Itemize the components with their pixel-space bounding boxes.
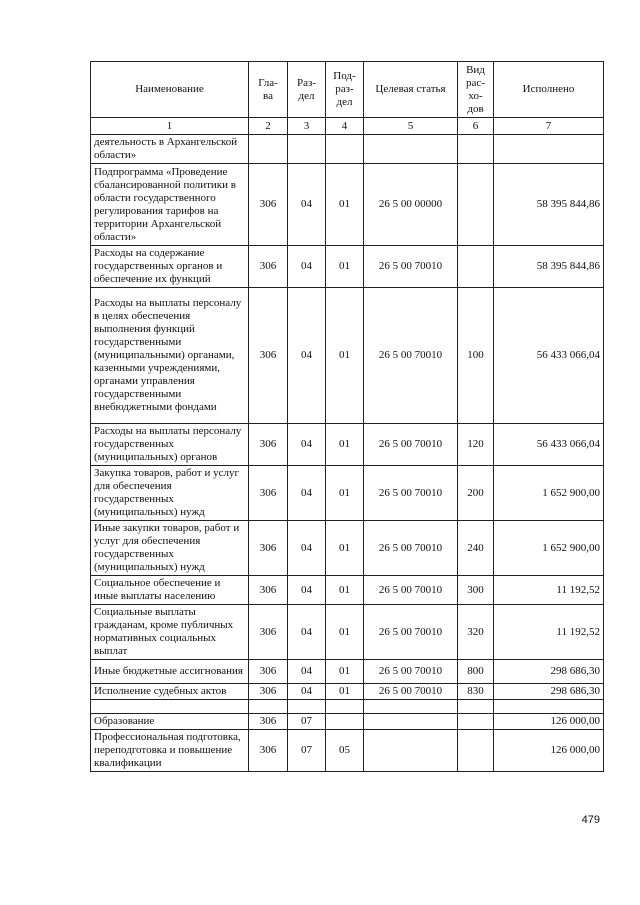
cell-target-article [364, 730, 458, 772]
table-row [91, 521, 604, 576]
header-section: Раз- дел [288, 62, 326, 118]
table-row [91, 424, 604, 466]
cell-subsection: 01 [326, 660, 364, 684]
cell-subsection: 01 [326, 521, 364, 576]
cell-chapter: 306 [249, 246, 288, 288]
cell-chapter: 306 [249, 660, 288, 684]
cell-name: Иные закупки товаров, работ и услуг для обеспечения государственных (муниципальных) нужд [91, 521, 249, 576]
cell-name: Профессиональная подготовка, переподготовка и повышение квалификации [91, 730, 249, 772]
cell-subsection [326, 700, 364, 714]
cell-amount: 298 686,30 [494, 660, 604, 684]
cell-section: 07 [288, 714, 326, 730]
header-subsection: Под- раз- дел [326, 62, 364, 118]
cell-expense-type: 830 [458, 684, 494, 700]
table-row [91, 135, 604, 164]
table-row [91, 714, 604, 730]
cell-target-article [364, 135, 458, 164]
cell-chapter: 306 [249, 714, 288, 730]
cell-subsection: 01 [326, 246, 364, 288]
cell-subsection [326, 135, 364, 164]
column-number: 7 [494, 118, 604, 135]
cell-expense-type: 100 [458, 288, 494, 424]
cell-section: 04 [288, 424, 326, 466]
cell-chapter: 306 [249, 605, 288, 660]
cell-expense-type: 800 [458, 660, 494, 684]
table-row [91, 246, 604, 288]
cell-subsection [326, 714, 364, 730]
cell-subsection: 01 [326, 424, 364, 466]
cell-expense-type: 320 [458, 605, 494, 660]
header-target-article: Целевая статья [364, 62, 458, 118]
cell-target-article [364, 714, 458, 730]
cell-name: деятельность в Архангельской области» [91, 135, 249, 164]
column-number: 3 [288, 118, 326, 135]
cell-name: Расходы на содержание государственных органов и обеспечение их функций [91, 246, 249, 288]
cell-target-article: 26 5 00 70010 [364, 605, 458, 660]
cell-section: 07 [288, 730, 326, 772]
cell-subsection: 01 [326, 605, 364, 660]
cell-chapter [249, 700, 288, 714]
cell-expense-type: 240 [458, 521, 494, 576]
table-row [91, 605, 604, 660]
cell-subsection: 05 [326, 730, 364, 772]
cell-name: Социальное обеспечение и иные выплаты населению [91, 576, 249, 605]
budget-execution-table [90, 61, 604, 772]
cell-amount: 1 652 900,00 [494, 466, 604, 521]
cell-amount: 126 000,00 [494, 714, 604, 730]
cell-name: Закупка товаров, работ и услуг для обеспечения государственных (муниципальных) нужд [91, 466, 249, 521]
cell-amount: 11 192,52 [494, 576, 604, 605]
cell-amount: 1 652 900,00 [494, 521, 604, 576]
cell-subsection: 01 [326, 164, 364, 246]
cell-target-article: 26 5 00 70010 [364, 424, 458, 466]
cell-amount: 126 000,00 [494, 730, 604, 772]
cell-target-article [364, 700, 458, 714]
table-row [91, 164, 604, 246]
table-row [91, 576, 604, 605]
cell-name: Расходы на выплаты персоналу государственных (муниципальных) органов [91, 424, 249, 466]
cell-target-article: 26 5 00 00000 [364, 164, 458, 246]
cell-expense-type [458, 246, 494, 288]
cell-amount [494, 700, 604, 714]
cell-amount: 58 395 844,86 [494, 246, 604, 288]
cell-chapter: 306 [249, 730, 288, 772]
cell-target-article: 26 5 00 70010 [364, 684, 458, 700]
cell-subsection: 01 [326, 288, 364, 424]
cell-amount: 298 686,30 [494, 684, 604, 700]
cell-name: Социальные выплаты гражданам, кроме публичных нормативных социальных выплат [91, 605, 249, 660]
table-row [91, 288, 604, 424]
cell-section: 04 [288, 466, 326, 521]
cell-section: 04 [288, 246, 326, 288]
column-number: 4 [326, 118, 364, 135]
cell-expense-type: 300 [458, 576, 494, 605]
cell-amount: 11 192,52 [494, 605, 604, 660]
cell-chapter: 306 [249, 164, 288, 246]
cell-chapter: 306 [249, 288, 288, 424]
table-row [91, 730, 604, 772]
cell-expense-type: 200 [458, 466, 494, 521]
cell-section: 04 [288, 288, 326, 424]
cell-chapter: 306 [249, 576, 288, 605]
table-row [91, 466, 604, 521]
cell-name [91, 700, 249, 714]
cell-target-article: 26 5 00 70010 [364, 576, 458, 605]
cell-target-article: 26 5 00 70010 [364, 660, 458, 684]
table-row [91, 700, 604, 714]
header-name: Наименование [91, 62, 249, 118]
header-executed: Исполнено [494, 62, 604, 118]
column-number: 2 [249, 118, 288, 135]
cell-amount: 56 433 066,04 [494, 424, 604, 466]
header-expense-type: Вид рас- хо- дов [458, 62, 494, 118]
cell-section: 04 [288, 521, 326, 576]
cell-section: 04 [288, 164, 326, 246]
cell-target-article: 26 5 00 70010 [364, 521, 458, 576]
cell-section: 04 [288, 605, 326, 660]
cell-chapter [249, 135, 288, 164]
cell-section: 04 [288, 576, 326, 605]
header-chapter: Гла- ва [249, 62, 288, 118]
column-number: 1 [91, 118, 249, 135]
cell-section [288, 700, 326, 714]
cell-subsection: 01 [326, 466, 364, 521]
cell-chapter: 306 [249, 521, 288, 576]
cell-name: Образование [91, 714, 249, 730]
cell-amount: 56 433 066,04 [494, 288, 604, 424]
table-row [91, 660, 604, 684]
cell-chapter: 306 [249, 684, 288, 700]
cell-amount: 58 395 844,86 [494, 164, 604, 246]
cell-expense-type [458, 164, 494, 246]
table-header-row [91, 62, 604, 118]
cell-target-article: 26 5 00 70010 [364, 246, 458, 288]
cell-subsection: 01 [326, 576, 364, 605]
cell-section [288, 135, 326, 164]
column-number-row [91, 118, 604, 135]
cell-section: 04 [288, 660, 326, 684]
cell-target-article: 26 5 00 70010 [364, 288, 458, 424]
cell-chapter: 306 [249, 424, 288, 466]
column-number: 6 [458, 118, 494, 135]
cell-expense-type [458, 700, 494, 714]
cell-expense-type [458, 730, 494, 772]
cell-expense-type [458, 714, 494, 730]
table-row [91, 684, 604, 700]
cell-name: Расходы на выплаты персоналу в целях обеспечения выполнения функций государственными (муниципальными) органами, казенными учреждениями, органами управления государственными внебюджетными фондами [91, 288, 249, 424]
cell-chapter: 306 [249, 466, 288, 521]
cell-name: Иные бюджетные ассигнования [91, 660, 249, 684]
cell-name: Подпрограмма «Проведение сбалансированной политики в области государственного регулирования тарифов на территории Архангельской области» [91, 164, 249, 246]
table-body [91, 135, 604, 772]
page-number: 479 [581, 814, 600, 826]
cell-name: Исполнение судебных актов [91, 684, 249, 700]
cell-target-article: 26 5 00 70010 [364, 466, 458, 521]
cell-expense-type [458, 135, 494, 164]
column-number: 5 [364, 118, 458, 135]
cell-subsection: 01 [326, 684, 364, 700]
cell-amount [494, 135, 604, 164]
cell-expense-type: 120 [458, 424, 494, 466]
cell-section: 04 [288, 684, 326, 700]
